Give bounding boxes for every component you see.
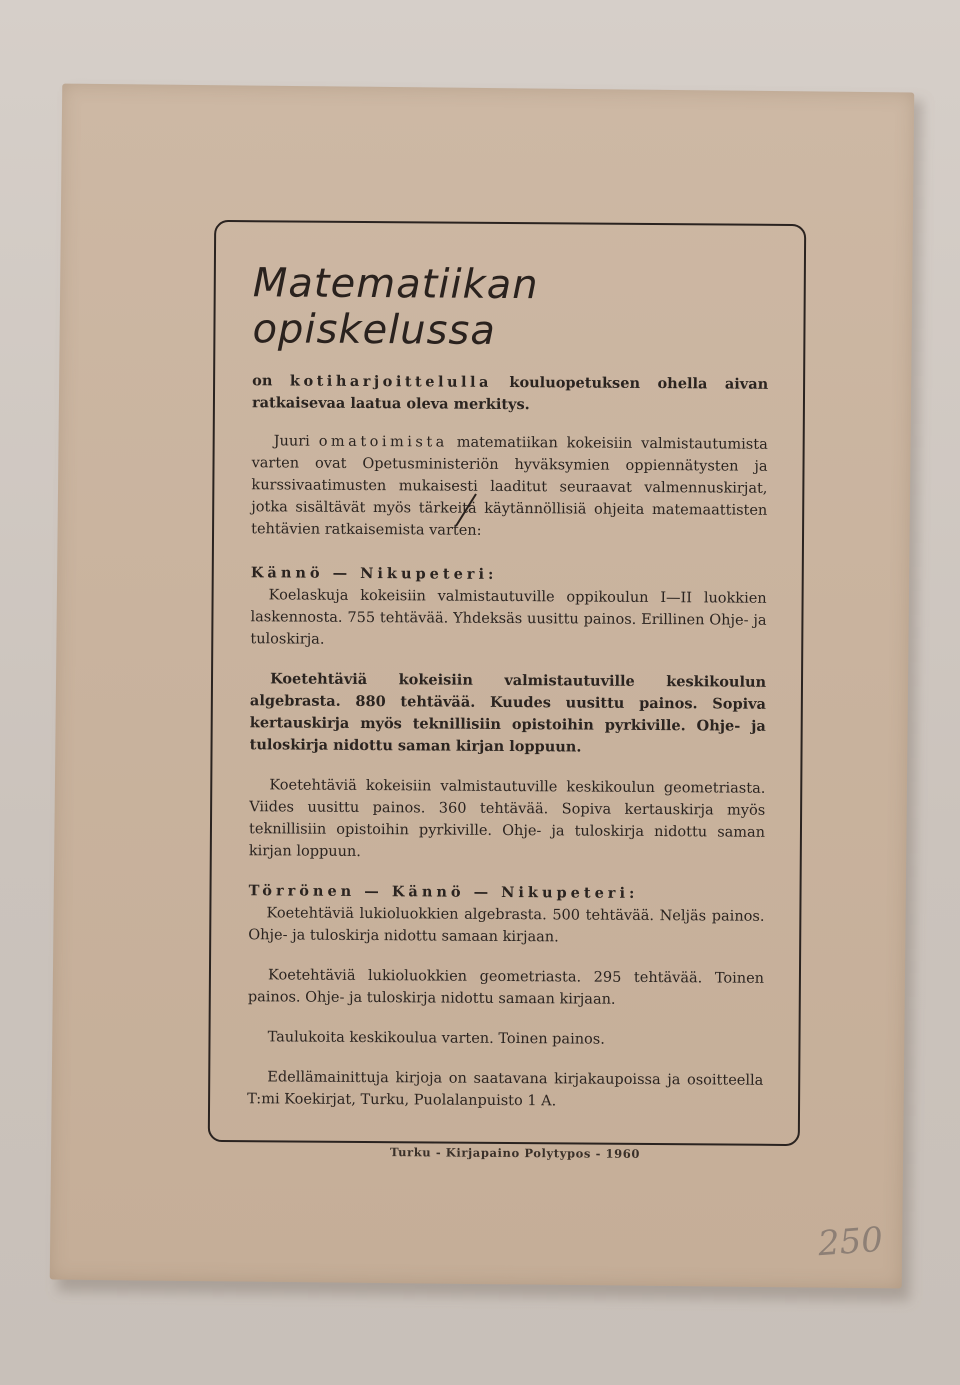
book-entry-4: Koetehtäviä lukioluokkien algebrasta. 500 tehtävää. Neljäs painos. Ohje- ja tuloskirja nidottu samaan kirjaan. xyxy=(248,905,765,946)
book-entry-7: Edellämainittuja kirjoja on saatavana kirjakaupoissa ja osoitteella T:mi Koekirjat, Turku, Puolalanpuisto 1 A. xyxy=(247,1069,764,1110)
para1-post: matematiikan kokeisiin valmistautumista varten ovat Opetusministeriön hyväksymien oppiennätysten ja kurssivaatimusten mukaisesti laaditut seuraavat valmennuskirjat, jotka sisältävät myös tärkeitä käytännöllisiä ohjeita matemaattisten tehtävien ratkaisemista varten: xyxy=(251,434,768,539)
intro-paragraph xyxy=(252,370,768,418)
author-heading-1: Kännö — Nikupeteri: xyxy=(250,564,498,583)
para1-pre: Juuri xyxy=(273,433,319,450)
book-entry-2: Koetehtäviä kokeisiin valmistautuville keskikoulun algebrasta. 880 tehtävää. Kuudes uusittu painos. Sopiva kertauskirja myös teknillisiin opistoihin pyrkiville. Ohje- ja tuloskirja nidottu saman kirjan loppuun. xyxy=(249,670,767,756)
printer-footer: Turku - Kirjapaino Polytypos - 1960 xyxy=(389,1145,641,1161)
cover-text xyxy=(247,260,769,1132)
author-heading-2: Törrönen — Kännö — Nikupeteri: xyxy=(248,882,639,902)
intro-pre: on xyxy=(252,372,290,390)
intro-post: kouluopetuksen ohella aivan ratkaisevaa laatua oleva merkitys. xyxy=(251,373,769,414)
pen-mark-icon xyxy=(452,492,482,528)
para1-spaced: omatoimista xyxy=(318,433,448,451)
book-entry-6: Taulukoita keskikoulua varten. Toinen painos. xyxy=(267,1029,605,1048)
book-entry-1: Koelaskuja kokeisiin valmistautuville oppikoulun I—II luokkien laskennosta. 755 tehtävää. Yhdeksäs uusittu painos. Erillinen Ohje- ja tuloskirja. xyxy=(250,587,767,648)
handwritten-price: 250 xyxy=(816,1219,885,1265)
paragraph-1 xyxy=(251,430,768,544)
intro-spaced: kotiharjoittelulla xyxy=(289,372,492,391)
book-entry-3: Koetehtäviä kokeisiin valmistautuville keskikoulun geometriasta. Viides uusittu painos. 360 tehtävää. Sopiva kertauskirja myös teknillisiin opistoihin pyrkiville. Ohje- ja tuloskirja nidottu saman kirjan loppuun. xyxy=(248,777,766,860)
page-title: Matematiikan opiskelussa xyxy=(252,260,539,354)
book-entry-5: Koetehtäviä lukioluokkien geometriasta. 295 tehtävää. Toinen painos. Ohje- ja tuloskirja nidottu samaan kirjaan. xyxy=(247,967,765,1008)
